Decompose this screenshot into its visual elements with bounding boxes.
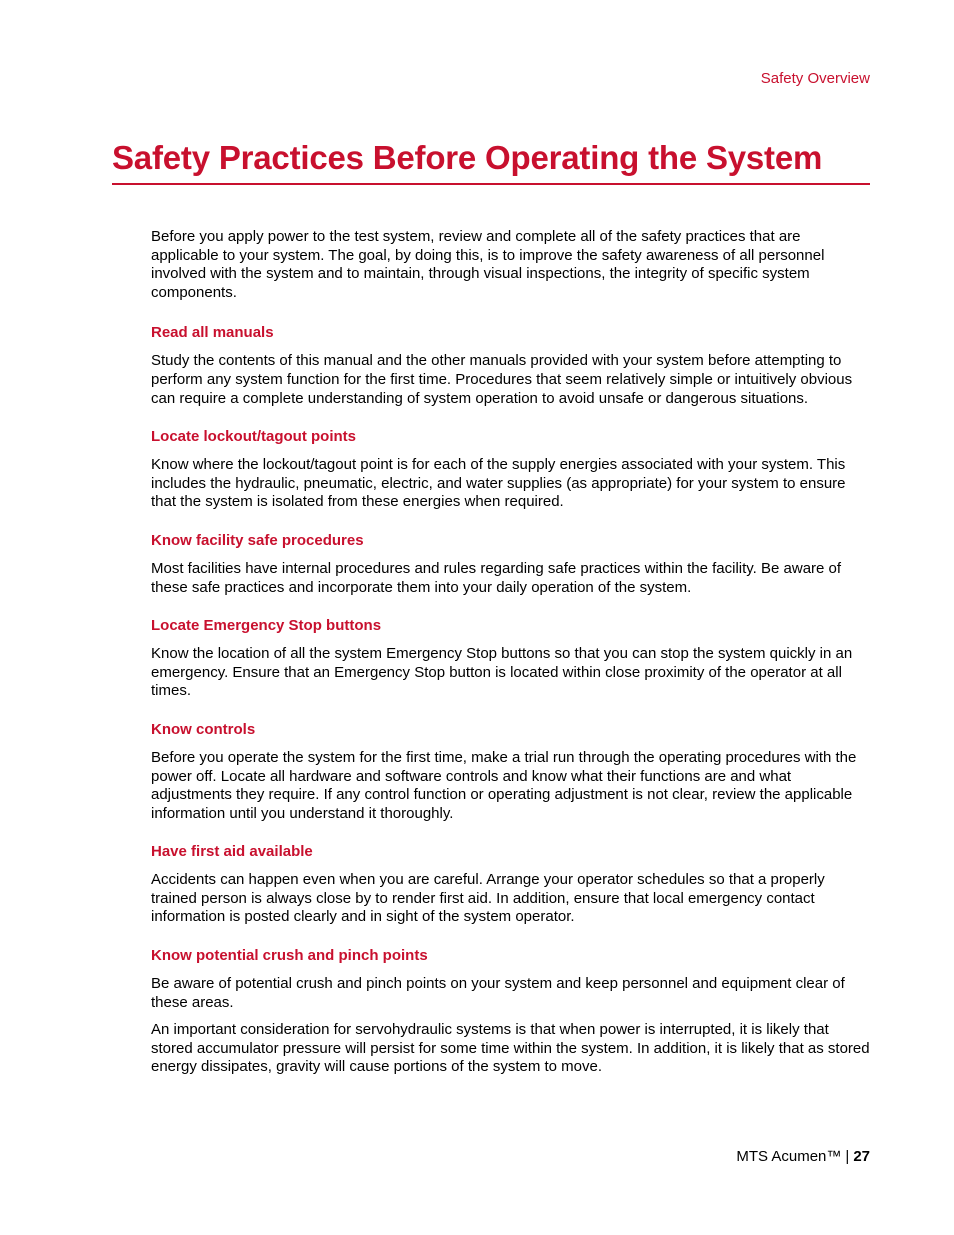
section-read-all-manuals <box>151 324 871 408</box>
page-title: Safety Practices Before Operating the System <box>112 136 870 185</box>
intro-paragraph: Before you apply power to the test system, review and complete all of the safety practices that are applicable to your system. The goal, by doing this, is to improve the safety awareness of all personnel involved with the system and to maintain, through visual inspections, the integrity of specific system components. <box>151 228 825 301</box>
running-header: Safety Overview <box>760 70 870 87</box>
section-heading: Read all manuals <box>151 324 274 342</box>
section-paragraph: Study the contents of this manual and the other manuals provided with your system before attempting to perform any system function for the first time. Procedures that seem relatively simple or intuitively obvious can require a complete understanding of system operation to avoid unsafe or dangerous situations. <box>151 352 853 407</box>
section-know-controls <box>151 721 871 823</box>
section-heading: Know facility safe procedures <box>151 531 364 549</box>
section-know-potential-crush-and-pinch-points <box>151 947 871 1077</box>
page-number: 27 <box>853 1148 870 1165</box>
product-name: MTS Acumen™ <box>736 1148 842 1165</box>
section-heading: Locate lockout/tagout points <box>151 428 356 446</box>
section-heading: Have first aid available <box>151 843 313 861</box>
section-paragraph: Know the location of all the system Emergency Stop buttons so that you can stop the system quickly in an emergency. Ensure that an Emergency Stop button is located within close proximity of the operator at all times. <box>151 645 853 700</box>
footer-separator: | <box>845 1148 850 1165</box>
section-paragraph: An important consideration for servohydraulic systems is that when power is interrupted, it is likely that stored accumulator pressure will persist for some time within the system. In addition, it is likely that as stored energy dissipates, gravity will cause portions of the system to move. <box>151 1021 870 1076</box>
section-heading: Know controls <box>151 720 256 738</box>
section-paragraph: Know where the lockout/tagout point is for each of the supply energies associated with your system. This includes the hydraulic, pneumatic, electric, and water supplies (as appropriate) for your system to ensure that the system is isolated from these energies when required. <box>151 456 846 511</box>
section-paragraph: Be aware of potential crush and pinch points on your system and keep personnel and equipment clear of these areas. <box>151 975 845 1011</box>
section-paragraph: Most facilities have internal procedures and rules regarding safe practices within the facility. Be aware of these safe practices and incorporate them into your daily operation of the system. <box>151 559 842 596</box>
page-footer <box>736 1148 870 1165</box>
page-content <box>151 228 871 1097</box>
section-locate-emergency-stop-buttons <box>151 617 871 701</box>
section-paragraph: Before you operate the system for the first time, make a trial run through the operating procedures with the power off. Locate all hardware and software controls and know what their functions are and what adjustments they require. If any control function or operating adjustment is not clear, review the applicable information until you understand it thoroughly. <box>151 748 857 822</box>
section-heading: Know potential crush and pinch points <box>151 947 428 965</box>
section-locate-lockout-tagout-points <box>151 428 871 512</box>
section-have-first-aid-available <box>151 843 871 927</box>
section-heading: Locate Emergency Stop buttons <box>151 617 382 635</box>
section-paragraph: Accidents can happen even when you are careful. Arrange your operator schedules so that a properly trained person is always close by to render first aid. In addition, ensure that local emergency contact information is posted clearly and in sight of the system operator. <box>151 871 825 926</box>
section-know-facility-safe-procedures <box>151 532 871 597</box>
